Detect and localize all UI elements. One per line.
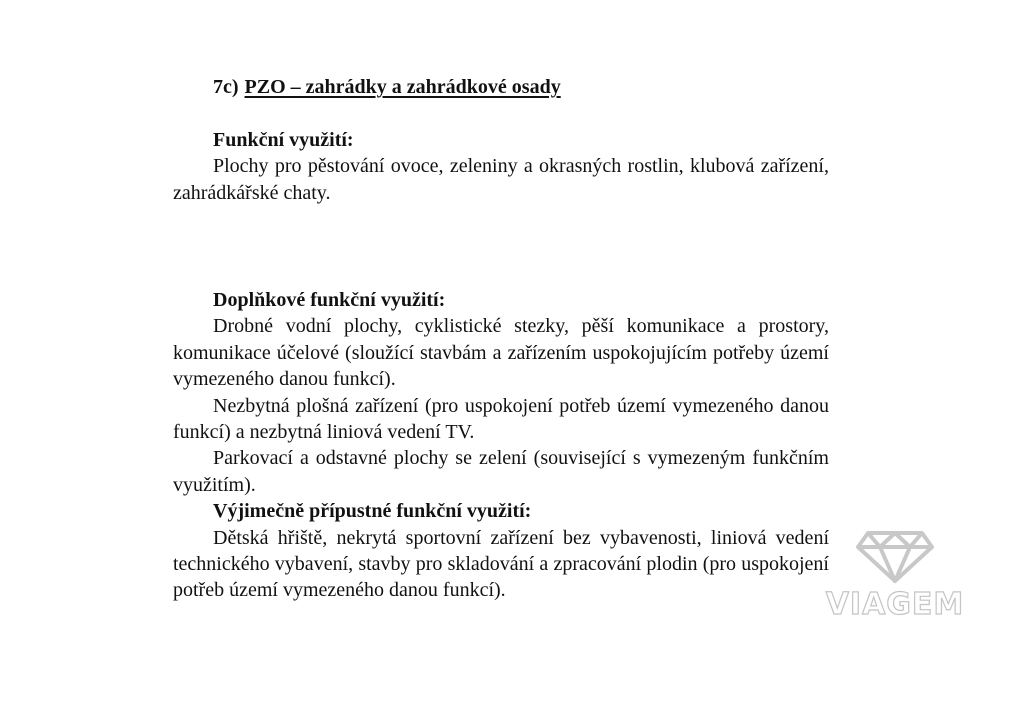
doplnkove-paragraph-1: Drobné vodní plochy, cyklistické stezky, pěší komunikace a prostory, komunikace účelové (sloužící stavbám a zařízením uspokojujícím potřeby území vymezeného danou funkcí). <box>173 315 829 391</box>
diamond-logo-icon <box>820 525 970 587</box>
section-title <box>213 74 561 100</box>
doplnkove-paragraph-3: Parkovací a odstavné plochy se zelení (související s vymezeným funkčním využitím). <box>173 447 829 496</box>
section-title-text: PZO – zahrádky a zahrádkové osady <box>244 76 561 98</box>
funkcni-vyuziti-heading: Funkční využití: <box>213 129 354 151</box>
doplnkove-vyuziti-heading: Doplňkové funkční využití: <box>213 289 446 311</box>
doplnkove-vyuziti-section <box>173 287 829 604</box>
funkcni-vyuziti-text: Plochy pro pěstování ovoce, zeleniny a okrasných rostlin, klubová zařízení, zahrádkářské chaty. <box>173 155 829 204</box>
watermark-text: VIAGEM <box>825 587 965 622</box>
vyjimecne-vyuziti-heading: Výjimečně přípustné funkční využití: <box>213 500 532 523</box>
doplnkove-paragraph-2: Nezbytná plošná zařízení (pro uspokojení potřeb území vymezeného danou funkcí) a nezbytná liniová vedení TV. <box>173 394 829 444</box>
section-code: 7c) <box>213 76 239 98</box>
vyjimecne-vyuziti-text: Dětská hřiště, nekrytá sportovní zařízení bez vybavenosti, liniová vedení technického vybavení, stavby pro skladování a zpracování plodin (pro uspokojení potřeb území vymezeného danou funkcí). <box>173 526 829 602</box>
funkcni-vyuziti-section <box>173 127 829 206</box>
viagem-watermark <box>820 525 970 625</box>
